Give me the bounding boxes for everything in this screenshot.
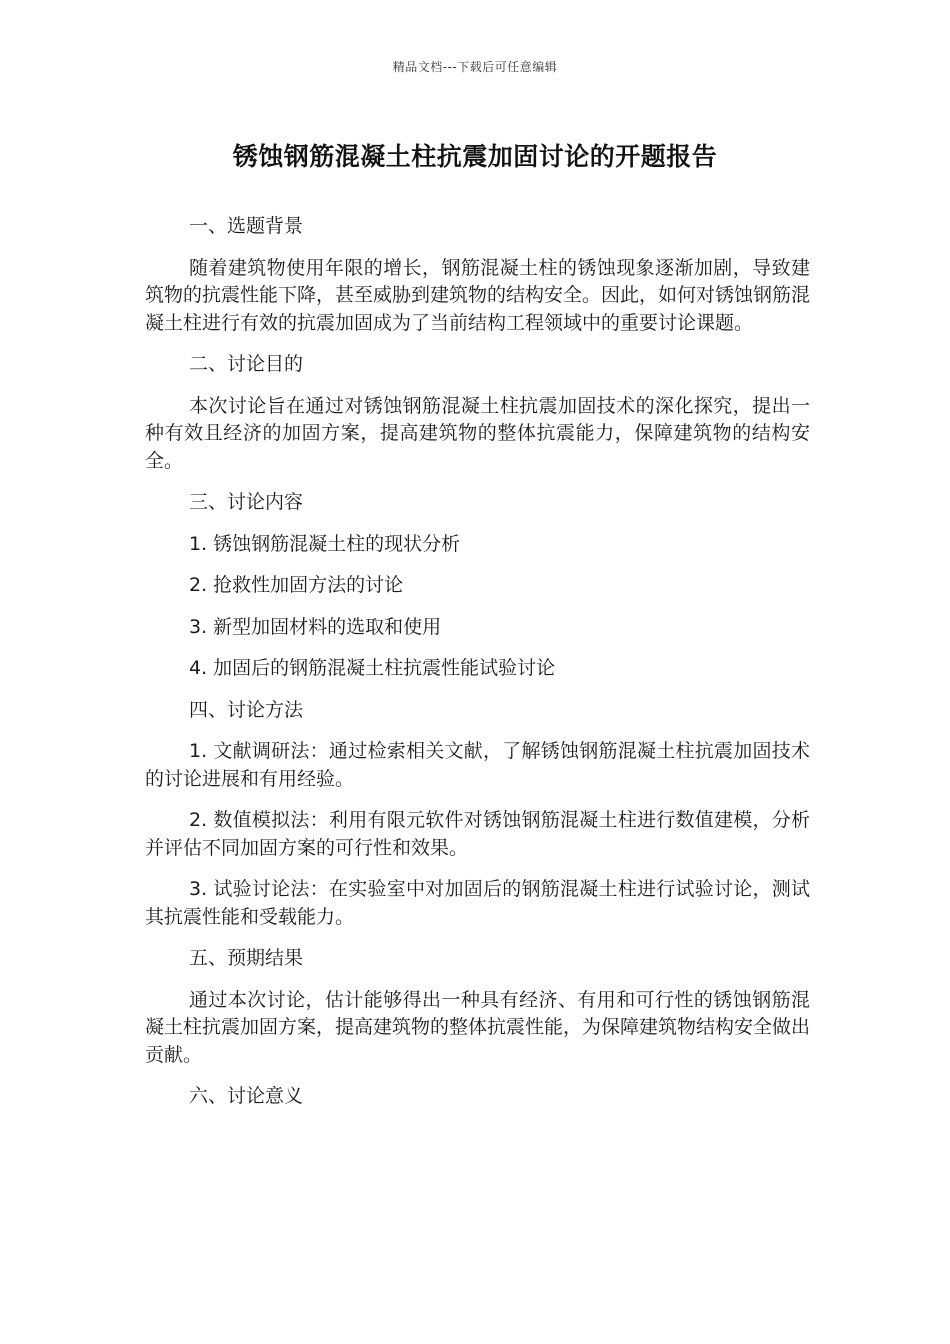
paragraph-background: 随着建筑物使用年限的增长，钢筋混凝土柱的锈蚀现象逐渐加剧，导致建筑物的抗震性能下降，甚至威胁到建筑物的结构安全。因此，如何对锈蚀钢筋混凝土柱进行有效的抗震加固成为了当前结构工程领域中的重要讨论课题。 xyxy=(145,256,811,334)
list-item: 1. 锈蚀钢筋混凝土柱的现状分析 xyxy=(189,532,461,555)
method-paragraph: 3. 试验讨论法：在实验室中对加固后的钢筋混凝土柱进行试验讨论，测试其抗震性能和受载能力。 xyxy=(145,878,810,928)
section-heading-background: 一、选题背景 xyxy=(189,215,304,237)
method-paragraph: 2. 数值模拟法：利用有限元软件对锈蚀钢筋混凝土柱进行数值建模，分析并评估不同加固方案的可行性和效果。 xyxy=(145,809,810,859)
list-item: 3. 新型加固材料的选取和使用 xyxy=(189,615,442,638)
document-body xyxy=(145,213,810,1125)
paragraph-expected-results: 通过本次讨论，估计能够得出一种具有经济、有用和可行性的锈蚀钢筋混凝土柱抗震加固方案，提高建筑物的整体抗震性能，为保障建筑物结构安全做出贡献。 xyxy=(145,988,811,1066)
section-heading-expected-results: 五、预期结果 xyxy=(189,947,304,969)
paragraph-purpose: 本次讨论旨在通过对锈蚀钢筋混凝土柱抗震加固技术的深化探究，提出一种有效且经济的加固方案，提高建筑物的整体抗震能力，保障建筑物的结构安全。 xyxy=(145,394,810,472)
page-header: 精品文档---下载后可任意编辑 xyxy=(392,60,558,74)
document-title: 锈蚀钢筋混凝土柱抗震加固讨论的开题报告 xyxy=(232,142,718,171)
method-paragraph: 1. 文献调研法：通过检索相关文献，了解锈蚀钢筋混凝土柱抗震加固技术的讨论进展和有用经验。 xyxy=(145,740,810,790)
list-item: 4. 加固后的钢筋混凝土柱抗震性能试验讨论 xyxy=(189,657,556,679)
section-heading-content: 三、讨论内容 xyxy=(189,491,304,513)
list-item: 2. 抢救性加固方法的讨论 xyxy=(189,574,404,596)
section-heading-methods: 四、讨论方法 xyxy=(189,698,304,721)
section-heading-purpose: 二、讨论目的 xyxy=(189,353,304,375)
section-heading-significance: 六、讨论意义 xyxy=(189,1085,304,1107)
